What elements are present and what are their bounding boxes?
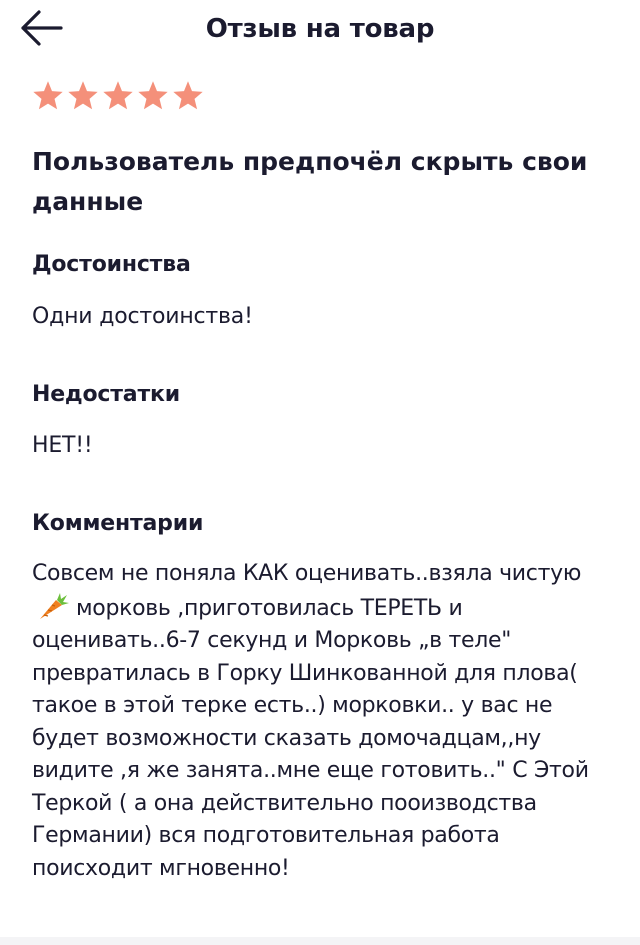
pros-title: Достоинства <box>32 252 191 277</box>
comment-text-end: морковь ,приготовилась ТЕРЕТЬ и оценивать..6-7 секунд и Морковь „в теле" превратилась в Горку Шинкованной для плова( такое в этой терке есть..) морковки.. у вас не будет возможности сказать домочадцам,,ну видите ,я же занята..мне еще готовить.." С Этой Теркой ( а она действительно пооизводства Германии) вся подготовительная работа поисходит мгновенно! <box>32 595 589 881</box>
header <box>0 0 640 66</box>
comment-text <box>32 558 612 885</box>
star-icon <box>102 80 134 111</box>
star-icon <box>67 80 99 111</box>
comment-text-start: Совсем не поняла КАК оценивать..взяла чистую <box>32 561 582 586</box>
star-icon <box>172 80 204 111</box>
cons-text: НЕТ!! <box>32 433 93 458</box>
author-name: Пользователь предпочёл скрыть свои данные <box>32 147 588 216</box>
star-icon <box>32 80 64 111</box>
pros-text: Одни достоинства! <box>32 304 253 329</box>
carrot-icon <box>36 591 70 621</box>
bottom-bar <box>0 937 640 945</box>
rating-stars <box>32 80 204 111</box>
page-title: Отзыв на товар <box>205 14 435 44</box>
cons-title: Недостатки <box>32 382 180 407</box>
star-icon <box>137 80 169 111</box>
comment-title: Комментарии <box>32 511 204 536</box>
